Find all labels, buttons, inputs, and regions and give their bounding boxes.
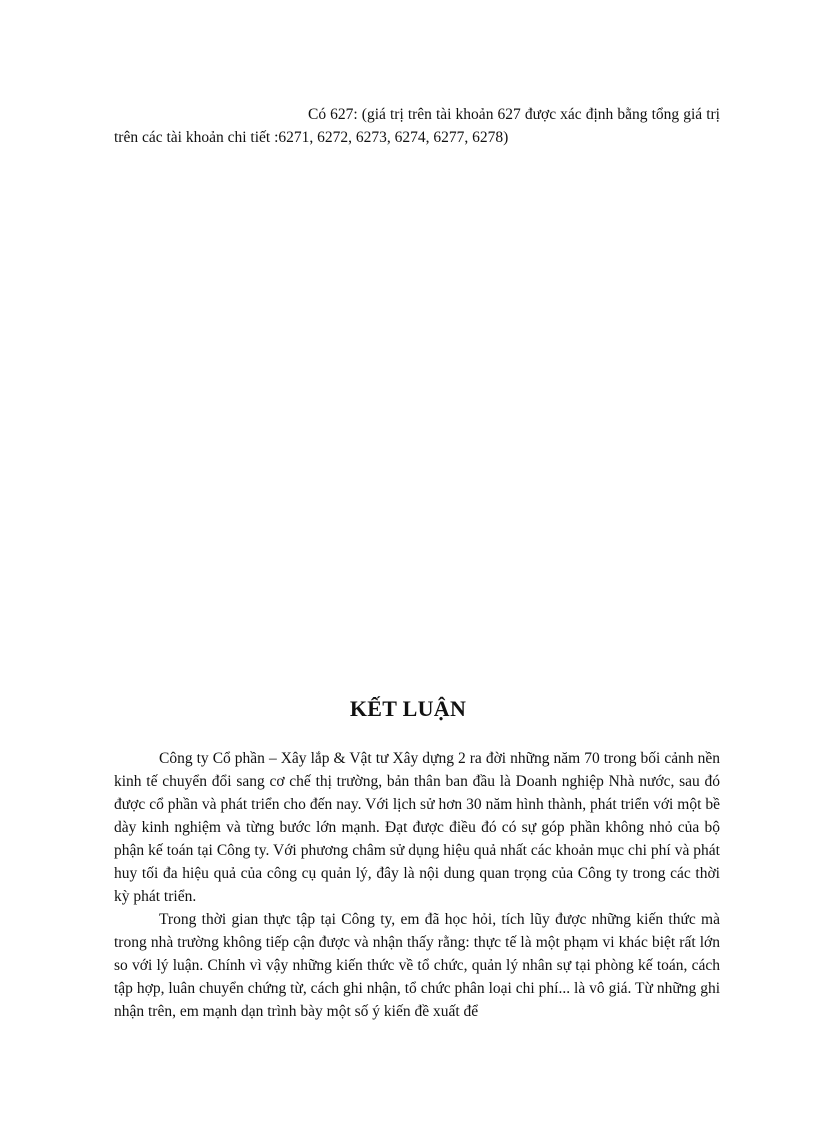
section-heading: KẾT LUẬN xyxy=(349,696,467,721)
intro-paragraph: Có 627: (giá trị trên tài khoản 627 được xác định bằng tổng giá trị trên các tài khoản chi tiết :6271, 6272, 6273, 6274, 6277, 6278) xyxy=(114,106,720,146)
conclusion-paragraph-2: Trong thời gian thực tập tại Công ty, em đã học hỏi, tích lũy được những kiến thức mà trong nhà trường không tiếp cận được và nhận thấy rằng: thực tế là một phạm vi khác biệt rất lớn so với lý luận. Chính vì vậy những kiến thức về tổ chức, quản lý nhân sự tại phòng kế toán, cách tập hợp, luân chuyển chứng từ, cách ghi nhận, tổ chức phân loại chi phí... là vô giá. Từ những ghi nhận trên, em mạnh dạn trình bày một số ý kiến đề xuất để xyxy=(114,911,720,1020)
conclusion-paragraph-1: Công ty Cổ phần – Xây lắp & Vật tư Xây dựng 2 ra đời những năm 70 trong bối cảnh nền kinh tế chuyển đổi sang cơ chế thị trường, bản thân ban đầu là Doanh nghiệp Nhà nước, sau đó được cổ phần và phát triển cho đến nay. Với lịch sử hơn 30 năm hình thành, phát triển với một bề dày kinh nghiệm và từng bước lớn mạnh. Đạt được điều đó có sự góp phần không nhỏ của bộ phận kế toán tại Công ty. Với phương châm sử dụng hiệu quả nhất các khoản mục chi phí và phát huy tối đa hiệu quả của công cụ quản lý, đây là nội dung quan trọng của Công ty trong các thời kỳ phát triển. xyxy=(114,750,720,905)
